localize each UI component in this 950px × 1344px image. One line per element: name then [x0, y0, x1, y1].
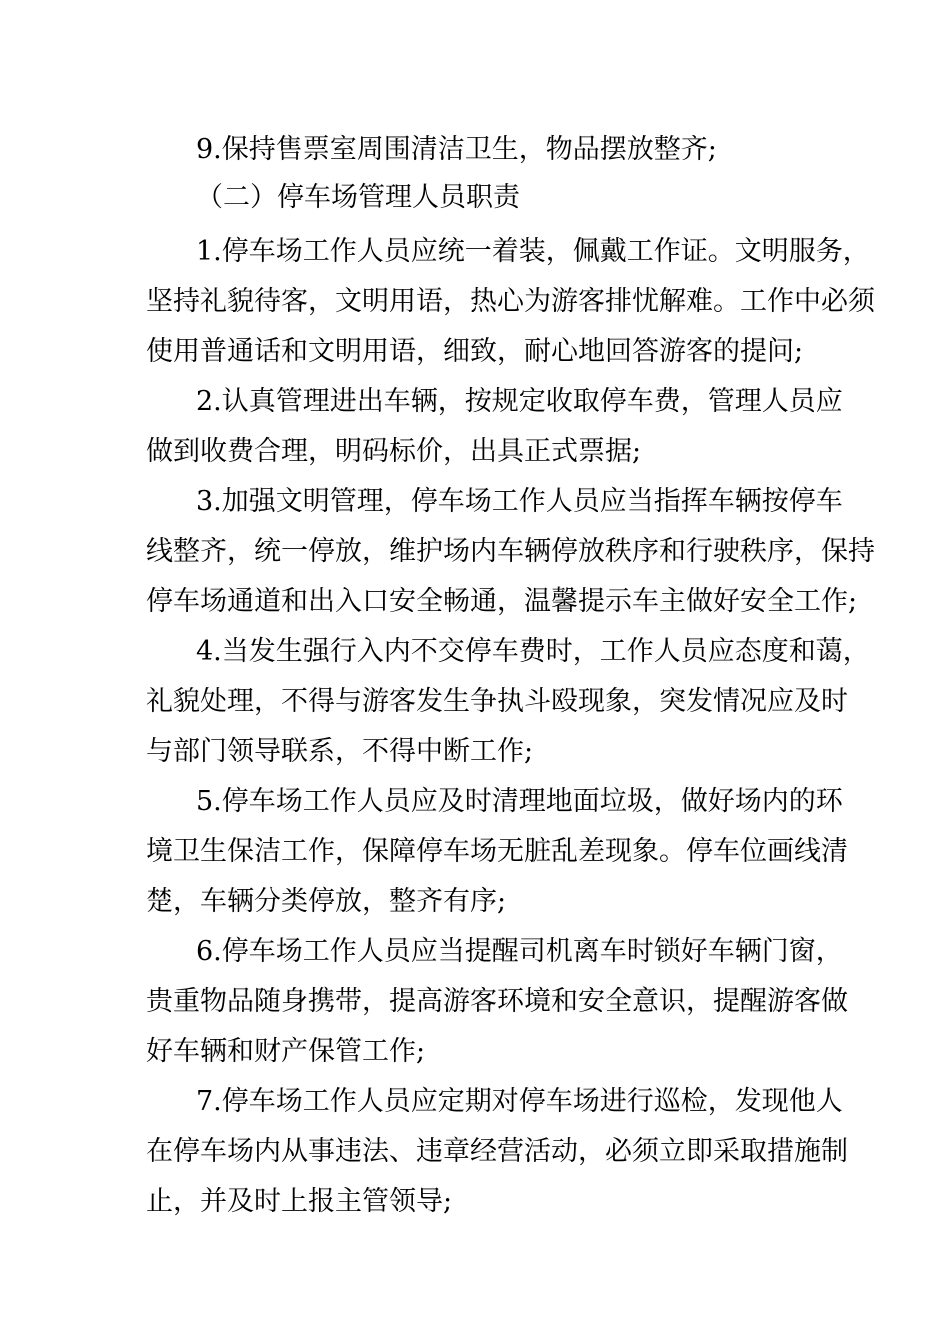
- paragraph-line: 在停车场内从事违法、违章经营活动，必须立即采取措施制: [146, 1136, 848, 1167]
- paragraph-line: 好车辆和财产保管工作;: [146, 1036, 426, 1067]
- paragraph-line: 7.停车场工作人员应定期对停车场进行巡检，发现他人: [196, 1086, 843, 1117]
- paragraph-line: 2.认真管理进出车辆，按规定收取停车费，管理人员应: [196, 386, 843, 417]
- paragraph-line: 线整齐，统一停放，维护场内车辆停放秩序和行驶秩序，保持: [146, 536, 875, 567]
- paragraph-line: 3.加强文明管理，停车场工作人员应当指挥车辆按停车: [196, 486, 843, 517]
- section-heading: （二）停车场管理人员职责: [196, 182, 520, 213]
- paragraph-line: 使用普通话和文明用语，细致，耐心地回答游客的提问;: [146, 336, 804, 367]
- paragraph-line: 1.停车场工作人员应统一着装，佩戴工作证。文明服务，: [196, 236, 870, 267]
- paragraph-line: 做到收费合理，明码标价，出具正式票据;: [146, 436, 642, 467]
- paragraph-line: 与部门领导联系，不得中断工作;: [146, 736, 534, 767]
- paragraph-line: 5.停车场工作人员应及时清理地面垃圾，做好场内的环: [196, 786, 843, 817]
- paragraph-line: 4.当发生强行入内不交停车费时，工作人员应态度和蔼，: [196, 636, 870, 667]
- paragraph-line: 楚，车辆分类停放，整齐有序;: [146, 886, 507, 917]
- paragraph-line: 停车场通道和出入口安全畅通，温馨提示车主做好安全工作;: [146, 586, 858, 617]
- paragraph-line: 贵重物品随身携带，提高游客环境和安全意识，提醒游客做: [146, 986, 848, 1017]
- paragraph-line: 境卫生保洁工作，保障停车场无脏乱差现象。停车位画线清: [146, 836, 848, 867]
- paragraph-line: 9.保持售票室周围清洁卫生，物品摆放整齐;: [196, 134, 717, 165]
- paragraph-line: 坚持礼貌待客，文明用语，热心为游客排忧解难。工作中必须: [146, 286, 875, 317]
- paragraph-line: 礼貌处理，不得与游客发生争执斗殴现象，突发情况应及时: [146, 686, 848, 717]
- paragraph-line: 止，并及时上报主管领导;: [146, 1186, 453, 1217]
- paragraph-line: 6.停车场工作人员应当提醒司机离车时锁好车辆门窗，: [196, 936, 843, 967]
